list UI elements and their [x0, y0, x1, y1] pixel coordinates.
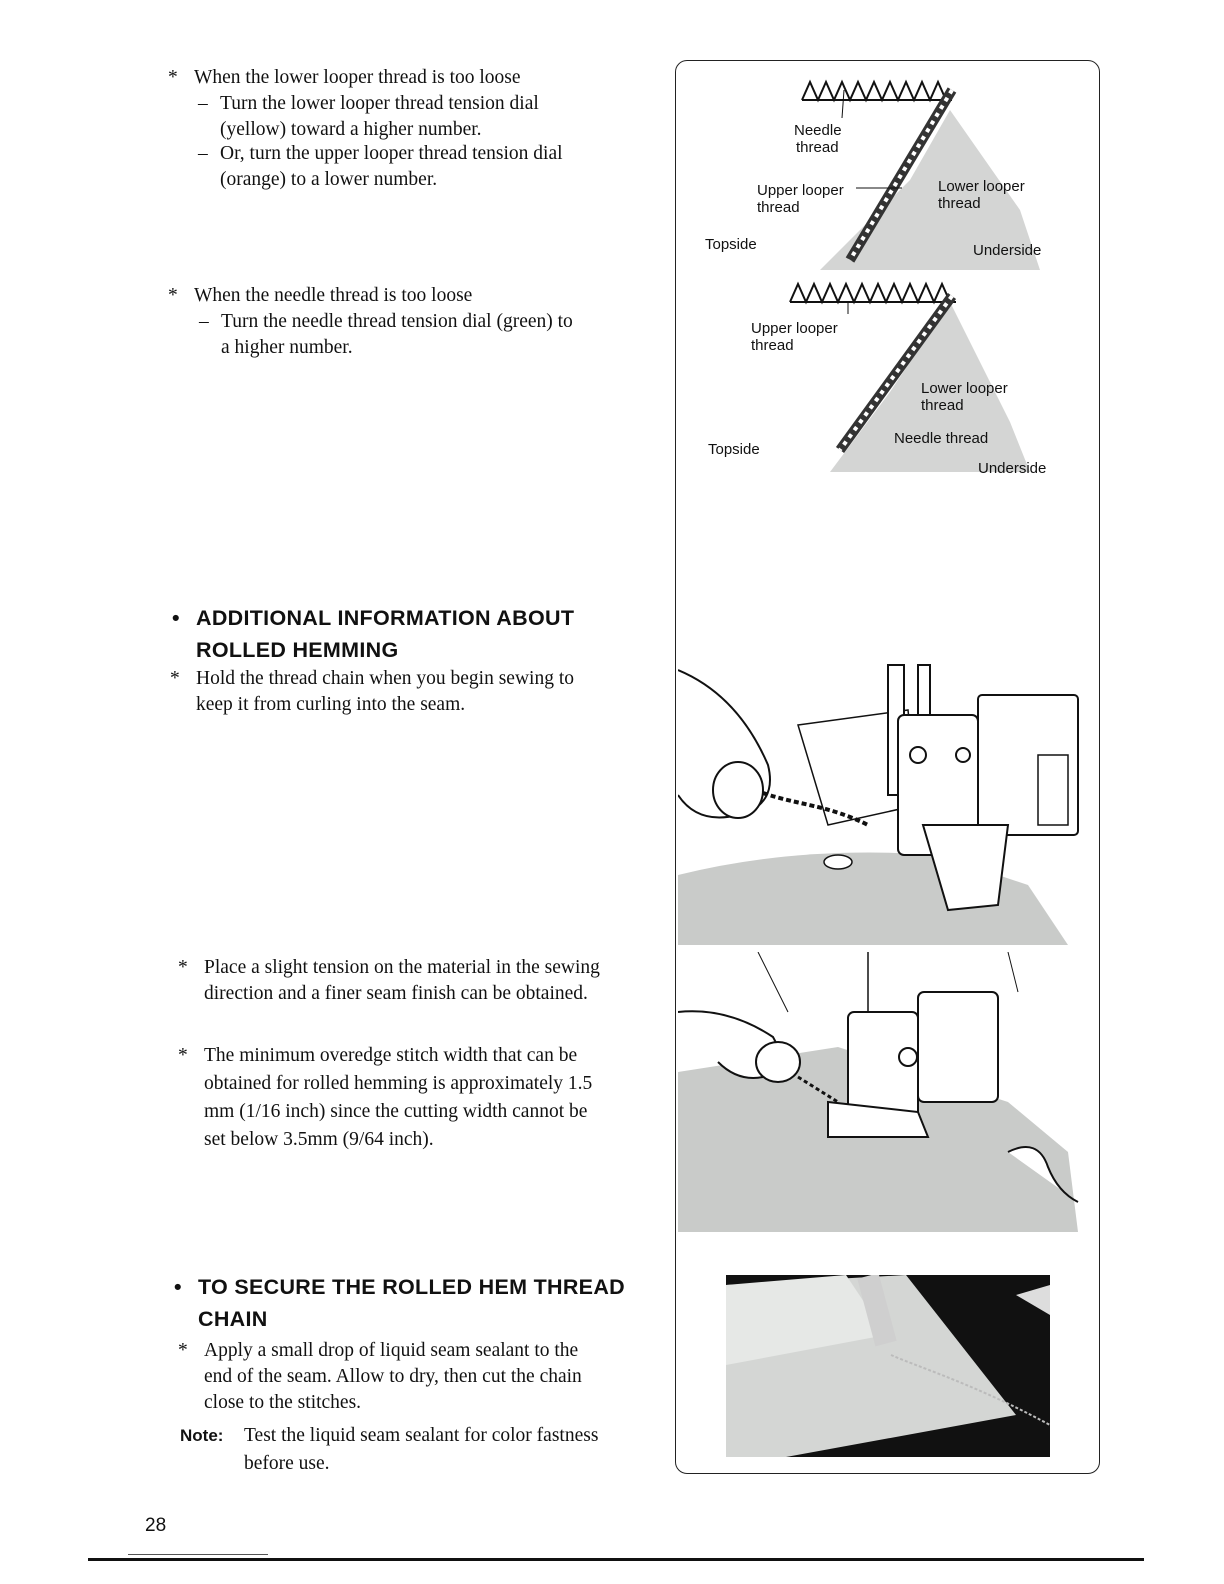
item-title: When the lower looper thread is too loose: [194, 67, 521, 88]
item-line: set below 3.5mm (9/64 inch).: [204, 1129, 434, 1150]
dash-bullet: –: [198, 143, 208, 164]
photo-applying-seam-sealant: [726, 1275, 1050, 1457]
heading-line: ADDITIONAL INFORMATION ABOUT: [196, 606, 575, 630]
illustration-holding-thread-chain: [678, 655, 1096, 945]
item-title: When the needle thread is too loose: [194, 285, 473, 306]
illustration-material-tension: [678, 952, 1096, 1232]
label-upper-looper: Upper looper: [751, 320, 838, 337]
label-upper-looper: Upper looper: [757, 182, 844, 199]
label-needle-thread: thread: [796, 139, 839, 156]
item-line: close to the stitches.: [204, 1392, 362, 1413]
label-topside: Topside: [708, 441, 760, 458]
bottom-rule: [88, 1558, 1144, 1561]
label-underside: Underside: [973, 242, 1042, 259]
asterisk-bullet: *: [178, 1045, 188, 1066]
step-line: a higher number.: [221, 337, 353, 358]
step-line: Or, turn the upper looper thread tension dial: [220, 143, 563, 164]
label-needle-thread: Needle: [794, 122, 842, 139]
section-heading-rolled-hemming: [172, 602, 642, 666]
label-upper-looper: thread: [757, 199, 800, 216]
note-line: before use.: [244, 1453, 330, 1474]
heading-bullet: •: [174, 1275, 182, 1299]
label-lower-looper: thread: [938, 195, 981, 212]
step-line: (yellow) toward a higher number.: [220, 119, 482, 140]
heading-bullet: •: [172, 606, 180, 630]
asterisk-bullet: *: [168, 285, 178, 306]
dash-bullet: –: [199, 311, 209, 332]
label-lower-looper: thread: [921, 397, 964, 414]
lower-looper-step-1: [198, 91, 628, 143]
note-block: [178, 1422, 640, 1478]
lower-looper-step-2: [198, 141, 628, 193]
note-line: Test the liquid seam sealant for color fastness: [244, 1425, 599, 1446]
item-line: direction and a finer seam finish can be obtained.: [204, 983, 588, 1004]
item-line: end of the seam. Allow to dry, then cut the chain: [204, 1366, 582, 1387]
asterisk-bullet: *: [168, 67, 178, 88]
label-lower-looper: Lower looper: [938, 178, 1025, 195]
label-topside: Topside: [705, 236, 757, 253]
label-needle-thread: Needle thread: [894, 430, 989, 447]
stitch-diagram-lower-looper-loose: [690, 272, 1090, 482]
label-underside: Underside: [978, 460, 1047, 477]
lower-looper-loose-item: [168, 65, 630, 91]
asterisk-bullet: *: [170, 668, 180, 689]
asterisk-bullet: *: [178, 1340, 188, 1361]
step-line: (orange) to a lower number.: [220, 169, 438, 190]
item-line: Place a slight tension on the material in the sewing: [204, 957, 600, 978]
step-line: Turn the needle thread tension dial (green) to: [221, 311, 573, 332]
note-label: Note:: [180, 1426, 224, 1445]
item-line: The minimum overedge stitch width that can be: [204, 1045, 578, 1066]
seam-sealant-item: [178, 1338, 640, 1416]
item-line: keep it from curling into the seam.: [196, 694, 466, 715]
item-line: mm (1/16 inch) since the cutting width cannot be: [204, 1101, 588, 1122]
slight-tension-item: [178, 955, 640, 1007]
needle-thread-loose-item: [168, 283, 630, 309]
label-lower-looper: Lower looper: [921, 380, 1008, 397]
step-line: Turn the lower looper thread tension dial: [220, 93, 539, 114]
heading-line: TO SECURE THE ROLLED HEM THREAD: [198, 1275, 625, 1299]
item-line: Hold the thread chain when you begin sewing to: [196, 668, 574, 689]
bottom-rule-short: [128, 1554, 268, 1555]
needle-thread-step-1: [199, 309, 629, 361]
label-upper-looper: thread: [751, 337, 794, 354]
heading-line: ROLLED HEMMING: [196, 638, 399, 662]
page-number: 28: [145, 1515, 167, 1536]
asterisk-bullet: *: [178, 957, 188, 978]
item-line: Apply a small drop of liquid seam sealant to the: [204, 1340, 579, 1361]
heading-line: CHAIN: [198, 1307, 268, 1331]
hold-thread-chain-item: [170, 666, 628, 718]
minimum-stitch-width-item: [178, 1042, 640, 1154]
item-line: obtained for rolled hemming is approximately 1.5: [204, 1073, 593, 1094]
section-heading-secure-thread-chain: [174, 1271, 654, 1335]
dash-bullet: –: [198, 93, 208, 114]
stitch-diagram-needle-loose: [690, 70, 1090, 270]
